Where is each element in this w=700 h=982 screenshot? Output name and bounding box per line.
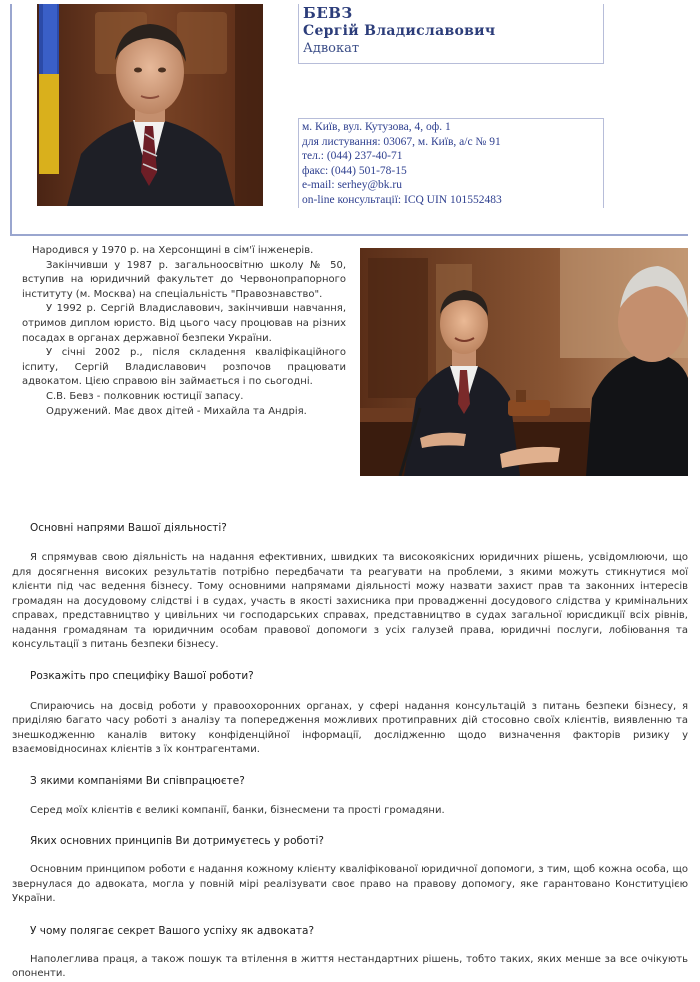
interview-question: Розкажіть про специфіку Вашої роботи? [30,669,254,682]
interview-section [12,521,688,982]
given-names: Сергій Владиславович [303,23,496,39]
contact-block [298,118,604,208]
portrait-illustration [37,4,263,206]
bio-paragraph: У січні 2002 р., після складення кваліфікаційного іспиту, Сергій Владиславович розпочов працювати адвокатом. Цією справою він займається і по сьогодні. [22,347,346,388]
interview-answer: Наполеглива праця, а також пошук та втілення в життя нестандартних рішень, тобто таких, яких менше за все очікують опоненти. [12,953,688,979]
courtroom-illustration [360,248,688,476]
biography [22,244,346,419]
contact-phone: тел.: (044) 237-40-71 [302,150,403,163]
contact-address: м. Київ, вул. Кутузова, 4, оф. 1 [302,121,451,133]
interview-answer: Серед моїх клієнтів є великі компанії, банки, бізнесмени та прості громадяни. [30,804,445,816]
interview-answer: Я спрямував свою діяльність на надання ефективних, швидких та високоякісних юридичних рішень, усвідомлюючи, що для досягнення високих результатів потрібно передбачати та реагувати на проблеми, з якими можуть стикнутися мої клієнти під час ведення бізнесу. Тому основними напрямами діяльності можу назвати захист прав та законних інтересів громадян на досудовому слідстві і в судах, участь в якості захисника при провадженні досудового слідства у кримінальних справах, представництво у цивільних чи господарських справах, представництво в судах загальної юрисдикції всіх рівнів, надання громадянам та юридичним особам правової допомоги з усіх галузей права, юридичні послуги, лобіювання та консультації з питань безпеки бізнесу. [12,552,688,650]
contact-email[interactable]: e-mail: serhey@bk.ru [302,179,403,192]
bio-paragraph: Одружений. Має двох дітей - Михайла та Андрія. [46,405,307,417]
courtroom-photo [360,248,688,476]
interview-question: Основні напрями Вашої діяльності? [30,522,227,534]
bio-paragraph: У 1992 р. Сергій Владиславович, закінчивши навчання, отримов диплом юристо. Від цього часу процював на різних посадах в органах державної безпеки України. [22,303,346,344]
interview-question: Яких основних принципів Ви дотримуєтесь у роботі? [30,835,324,847]
interview-answer: Спираючись на досвід роботи у правоохоронних органах, у сфері надання консультацій з питань безпеки бізнесу, я приділяю багато часу роботі з аналізу та попередження можливих протиправних дій стосовно своїх клієнтів, виявленню та знешкодженню каналів витоку конфіденційної інформації, дослідженню щодо визначення факторів ризику у взаємовідносинах клієнтів з їх контрагентами. [12,700,688,755]
contact-fax: факс: (044) 501-78-15 [302,164,407,177]
interview-question: У чому полягає секрет Вашого успіху як адвоката? [30,924,315,937]
role-title: Адвокат [303,41,360,56]
bio-paragraph: Закінчивши у 1987 р. загальноосвітню школу № 50, вступив на юридичний факультет до Червонопрапорного інституту (м. Москва) на спеціальність "Правознавство". [22,259,346,300]
interview-question: З якими компаніями Ви співпрацюєте? [30,774,245,787]
interview-answer: Основним принципом роботи є надання кожному клієнту кваліфікованої юридичної допомоги, з тим, щоб кожна особа, що звернулася до адвоката, могла у повній мірі реалізувати своє право на правову допомогу, яке гарантовано Конституцією України. [12,864,688,904]
portrait-photo [37,4,263,206]
bio-paragraph: Народився у 1970 р. на Херсонщині в сім'ї інженерів. [32,245,314,256]
contact-postal: для листування: 03067, м. Київ, а/с № 91 [302,135,501,148]
surname: БЕВЗ [303,4,353,22]
name-block [298,4,604,64]
contact-icq: on-line консультації: ICQ UIN 101552483 [302,193,502,206]
bio-paragraph: С.В. Бевз - полковник юстиції запасу. [46,390,244,402]
